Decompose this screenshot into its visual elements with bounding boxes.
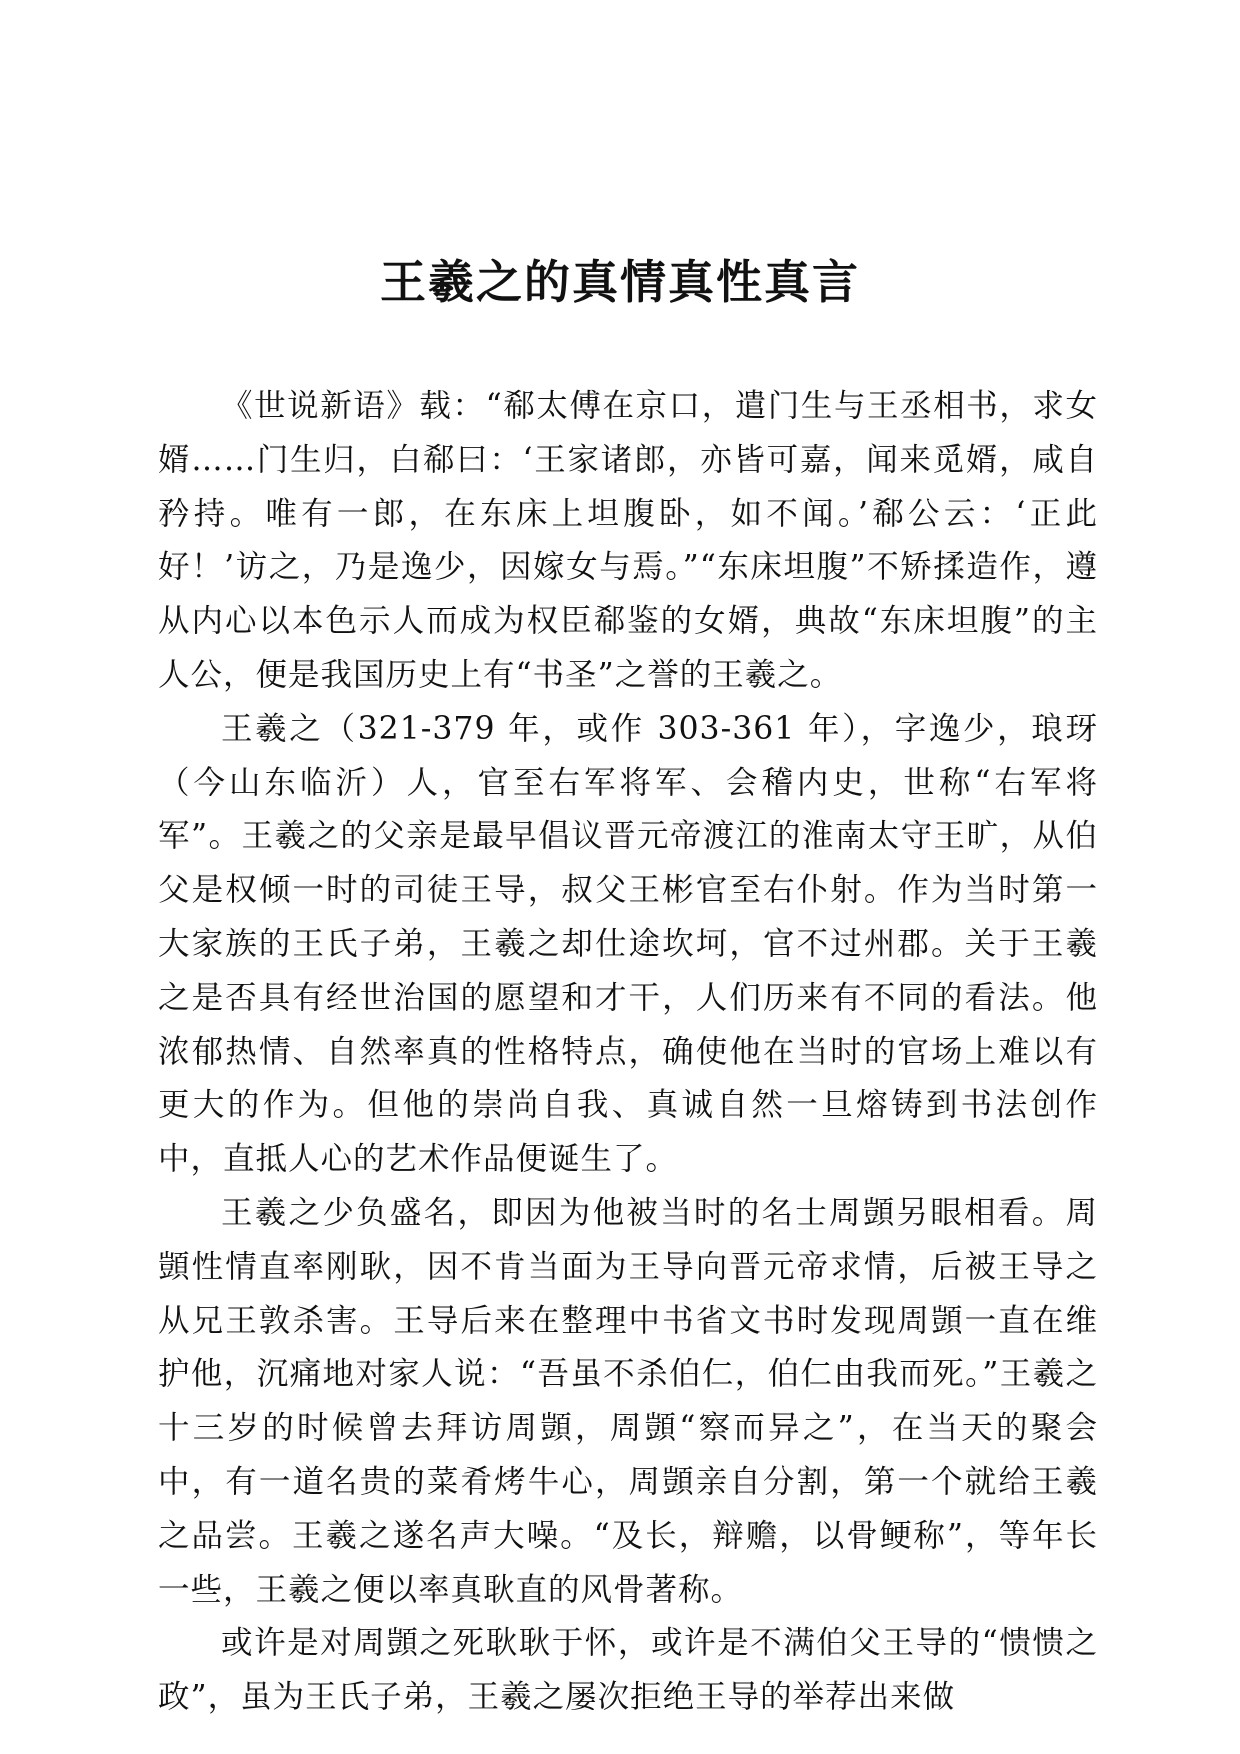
paragraph-1: 《世说新语》载：“郗太傅在京口，遣门生与王丞相书，求女婿……门生归，白郗曰：‘王家诸郎，亦皆可嘉，闻来觅婿，咸自矜持。唯有一郎，在东床上坦腹卧，如不闻。’郗公云：‘正此好！’访之，乃是逸少，因嫁女与焉。”“东床坦腹”不矫揉造作，遵从内心以本色示人而成为权臣郗鉴的女婿，典故“东床坦腹”的主人公，便是我国历史上有“书圣”之誉的王羲之。 bbox=[158, 388, 1098, 693]
paragraph-3: 王羲之少负盛名，即因为他被当时的名士周顗另眼相看。周顗性情直率刚耿，因不肯当面为王导向晋元帝求情，后被王导之从兄王敦杀害。王导后来在整理中书省文书时发现周顗一直在维护他，沉痛地对家人说：“吾虽不杀伯仁，伯仁由我而死。”王羲之十三岁的时候曾去拜访周顗，周顗“察而异之”，在当天的聚会中，有一道名贵的菜肴烤牛心，周顗亲自分割，第一个就给王羲之品尝。王羲之遂名声大噪。“及长，辩赡，以骨鲠称”，等年长一些，王羲之便以率真耿直的风骨著称。 bbox=[158, 1194, 1098, 1608]
document-body bbox=[158, 380, 1098, 1725]
paragraph-4: 或许是对周顗之死耿耿于怀，或许是不满伯父王导的“愦愦之政”，虽为王氏子弟，王羲之屡次拒绝王导的举荐出来做 bbox=[158, 1625, 1098, 1716]
paragraph-2: 王羲之（321-379 年，或作 303-361 年），字逸少，琅玡（今山东临沂）人，官至右军将军、会稽内史，世称“右军将军”。王羲之的父亲是最早倡议晋元帝渡江的淮南太守王旷，从伯父是权倾一时的司徒王导，叔父王彬官至右仆射。作为当时第一大家族的王氏子弟，王羲之却仕途坎坷，官不过州郡。关于王羲之是否具有经世治国的愿望和才干，人们历来有不同的看法。他浓郁热情、自然率真的性格特点，确使他在当时的官场上难以有更大的作为。但他的崇尚自我、真诚自然一旦熔铸到书法创作中，直抵人心的艺术作品便诞生了。 bbox=[158, 710, 1098, 1178]
document-title: 王羲之的真情真性真言 bbox=[380, 255, 860, 309]
